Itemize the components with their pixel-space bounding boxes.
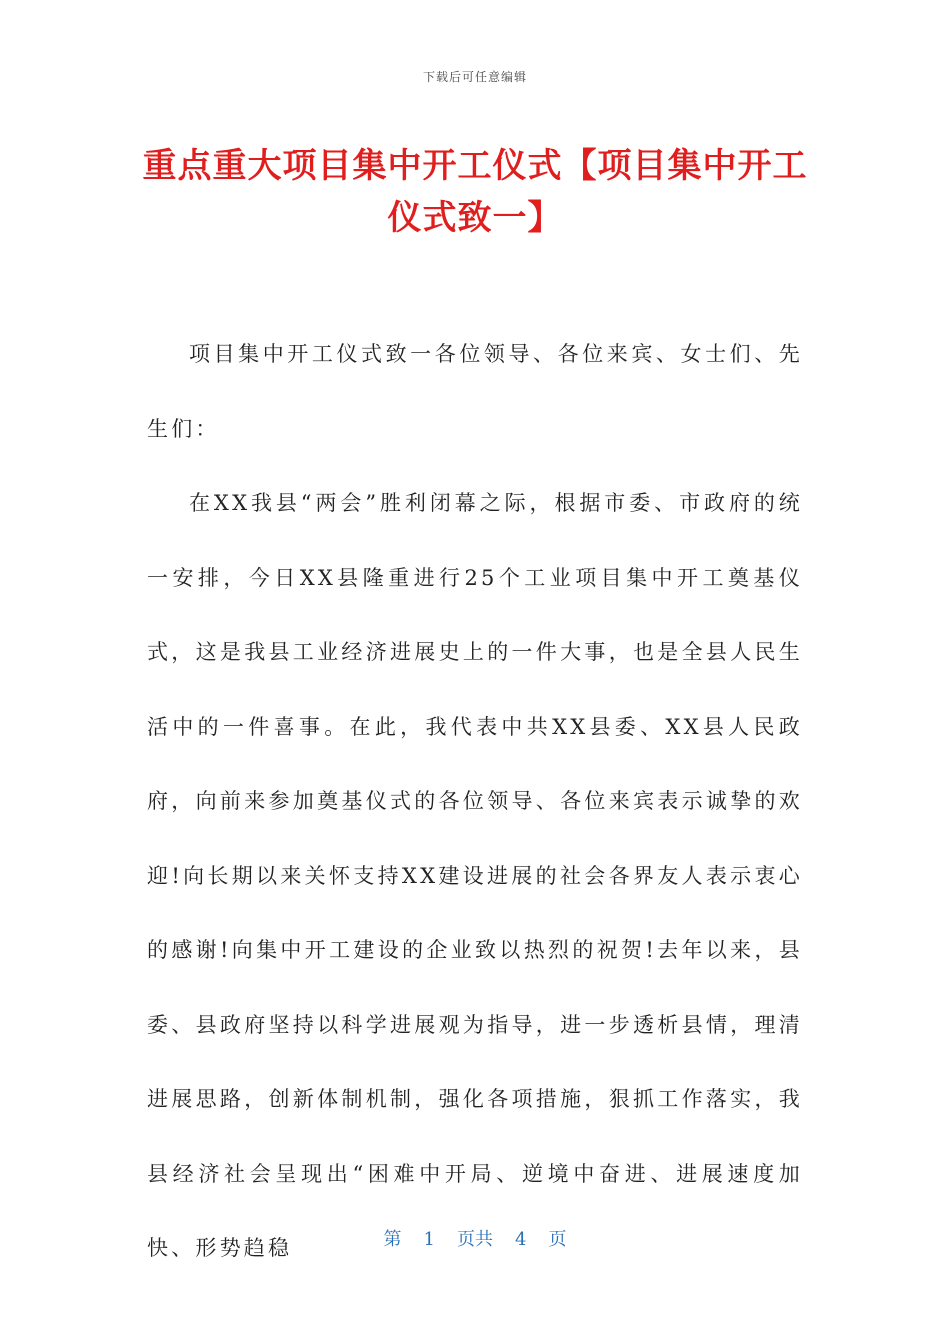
footer-page-total: 4 [515,1229,527,1250]
page-footer [0,1225,950,1251]
footer-page-number: 1 [423,1229,435,1250]
footer-page-mid: 页共 [457,1229,493,1250]
footer-page-prefix: 第 [383,1229,402,1250]
paragraph-salutation: 项目集中开工仪式致一各位领导、各位来宾、女士们、先生们： [147,342,803,441]
header-note: 下载后可任意编辑 [422,70,527,84]
document-title: 重点重大项目集中开工仪式【项目集中开工仪式致一】 [142,146,808,238]
footer-page-suffix: 页 [548,1229,567,1250]
paragraph-main: 在XX我县“两会”胜利闭幕之际，根据市委、市政府的统一安排，今日XX县隆重进行25个工业项目集中开工奠基仪式，这是我县工业经济进展史上的一件大事，也是全县人民生活中的一件喜事。在此，我代表中共XX县委、XX县人民政府，向前来参加奠基仪式的各位领导、各位来宾表示诚挚的欢迎!向长期以来关怀支持XX建设进展的社会各界友人表示衷心的感谢!向集中开工建设的企业致以热烈的祝贺!去年以来，县委、县政府坚持以科学进展观为指导，进一步透析县情，理清进展思路，创新体制机制，强化各项措施，狠抓工作落实，我县经济社会呈现出“困难中开局、逆境中奋进、进展速度加快、形势趋稳 [147,491,803,1260]
document-body [147,317,803,1286]
